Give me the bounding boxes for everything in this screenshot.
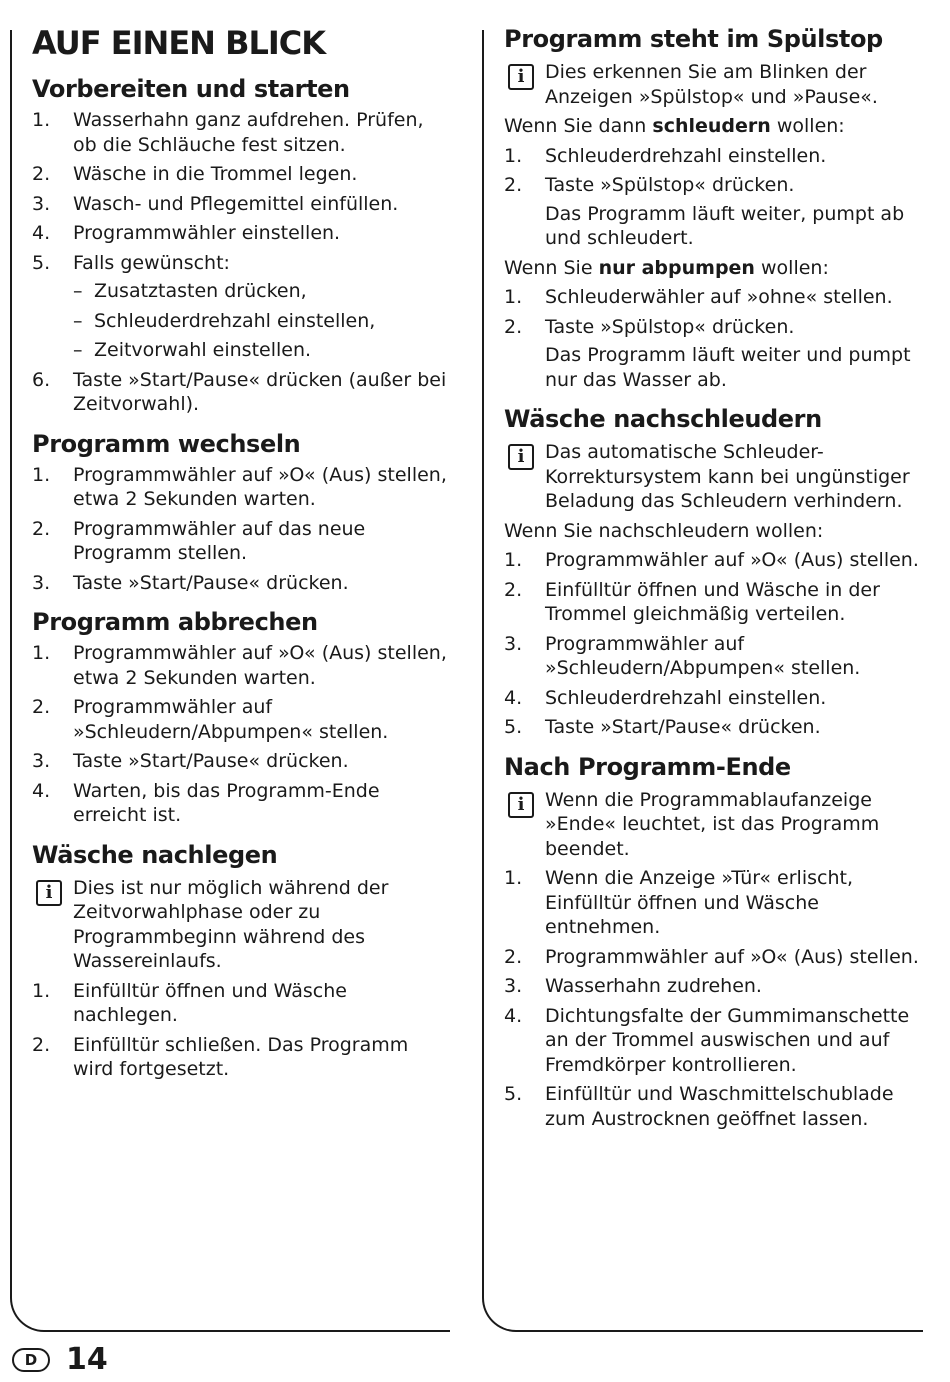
list-item: 3. Taste »Start/Pause« drücken. <box>32 571 349 594</box>
list-item: 1. Schleuderwähler auf »ohne« stellen. <box>504 286 893 308</box>
list-item: 3. Wasch- und Pflegemittel einfüllen. <box>32 192 399 215</box>
list-item: 2. Programmwähler auf »O« (Aus) stellen. <box>504 945 919 968</box>
list-item: 1. Schleuderdrehzahl einstellen. <box>504 144 827 167</box>
info-note: i Wenn die Programmablaufanzeige »Ende« leuchtet, ist das Programm beendet. <box>504 788 924 862</box>
list-item: 1. Programmwähler auf »O« (Aus) stellen, etwa 2 Sekunden warten. <box>32 463 447 510</box>
page-number: 14 <box>66 1342 108 1377</box>
list-item: 4. Programmwähler einstellen. <box>32 222 341 244</box>
heading-nachlegen: Wäsche nachlegen <box>32 840 278 869</box>
list-spuelstop-abpumpen <box>504 285 924 392</box>
list-item: 1. Einfülltür öffnen und Wäsche nachlegen. <box>32 979 347 1026</box>
list-abbrechen <box>32 641 452 828</box>
heading-nachschleudern: Wäsche nachschleudern <box>504 405 822 433</box>
left-column <box>32 0 452 1087</box>
list-item: 2. Programmwähler auf das neue Programm stellen. <box>32 517 366 564</box>
list-item: 3. Wasserhahn zudrehen. <box>504 975 762 997</box>
info-icon: i <box>508 444 534 470</box>
list-vorbereiten <box>32 108 452 417</box>
list-item: 4. Warten, bis das Programm-Ende erreicht ist. <box>32 779 380 826</box>
list-item: 1. Wasserhahn ganz aufdrehen. Prüfen, ob die Schläuche fest sitzen. <box>32 109 424 156</box>
list-item: 2. Programmwähler auf »Schleudern/Abpumpen« stellen. <box>32 696 389 743</box>
list-item: 3. Taste »Start/Pause« drücken. <box>32 750 349 772</box>
list-item: 2. Einfülltür öffnen und Wäsche in der Trommel gleichmäßig verteilen. <box>504 578 880 625</box>
intro-nachschleudern: Wenn Sie nachschleudern wollen: <box>504 519 824 542</box>
heading-abbrechen: Programm abbrechen <box>32 608 318 636</box>
list-item: 2. Taste »Spülstop« drücken. Das Programm läuft weiter und pumpt nur das Wasser ab. <box>504 315 924 393</box>
list-item: 1. Programmwähler auf »O« (Aus) stellen. <box>504 549 919 571</box>
heading-ende: Nach Programm-Ende <box>504 752 791 781</box>
info-note: i Dies ist nur möglich während der Zeitvorwahlphase oder zu Programmbeginn während des Wassereinlaufs. <box>32 876 452 974</box>
right-column <box>504 0 924 1136</box>
list-item: 4. Dichtungsfalte der Gummimanschette an der Trommel auswischen und auf Fremdkörper kontrollieren. <box>504 1004 910 1076</box>
list-nachlegen <box>32 979 452 1082</box>
sub-list <box>73 279 452 363</box>
list-item: 3. Programmwähler auf »Schleudern/Abpumpen« stellen. <box>504 632 861 679</box>
heading-wechseln: Programm wechseln <box>32 429 301 458</box>
list-nachschleudern <box>504 548 924 740</box>
sub-list-item: – Zeitvorwahl einstellen. <box>73 338 452 363</box>
list-item: 2. Taste »Spülstop« drücken. Das Programm läuft weiter, pumpt ab und schleudert. <box>504 173 924 251</box>
list-item: 5. Taste »Start/Pause« drücken. <box>504 716 821 738</box>
list-item: 5. Einfülltür und Waschmittelschublade zum Austrocknen geöffnet lassen. <box>504 1083 894 1130</box>
page-footer <box>12 1342 108 1378</box>
list-item: 4. Schleuderdrehzahl einstellen. <box>504 686 827 709</box>
list-item: 2. Einfülltür schließen. Das Programm wird fortgesetzt. <box>32 1033 409 1080</box>
list-wechseln <box>32 463 452 596</box>
page-title: AUF EINEN BLICK <box>32 24 326 62</box>
info-note: i Dies erkennen Sie am Blinken der Anzeigen »Spülstop« und »Pause«. <box>504 60 924 109</box>
list-item: 5. Falls gewünscht: – Zusatztasten drücken, – Schleuderdrehzahl einstellen, – Zeitvorwahl einstellen. <box>32 251 452 363</box>
sub-list-item: – Zusatztasten drücken, <box>73 279 452 304</box>
list-item: 2. Wäsche in die Trommel legen. <box>32 163 358 185</box>
list-item: 6. Taste »Start/Pause« drücken (außer bei Zeitvorwahl). <box>32 368 447 415</box>
heading-vorbereiten: Vorbereiten und starten <box>32 75 350 103</box>
list-item: 1. Wenn die Anzeige »Tür« erlischt, Einfülltür öffnen und Wäsche entnehmen. <box>504 867 853 938</box>
continuation-text: Das Programm läuft weiter, pumpt ab und schleudert. <box>545 202 905 249</box>
info-icon: i <box>36 880 62 906</box>
intro-abpumpen: Wenn Sie nur abpumpen wollen: <box>504 256 829 279</box>
info-icon: i <box>508 64 534 90</box>
heading-spuelstop: Programm steht im Spülstop <box>504 25 883 53</box>
intro-schleudern: Wenn Sie dann schleudern wollen: <box>504 115 845 137</box>
sub-list-item: – Schleuderdrehzahl einstellen, <box>73 309 452 334</box>
list-spuelstop-schleudern <box>504 144 924 251</box>
info-icon: i <box>508 792 534 818</box>
info-note: i Das automatische Schleuder-Korrektursystem kann bei ungünstiger Beladung das Schleudern verhindern. <box>504 440 924 514</box>
list-item: 1. Programmwähler auf »O« (Aus) stellen, etwa 2 Sekunden warten. <box>32 642 447 689</box>
continuation-text: Das Programm läuft weiter und pumpt nur das Wasser ab. <box>545 344 911 391</box>
language-badge: D <box>12 1348 50 1372</box>
list-ende <box>504 866 924 1131</box>
